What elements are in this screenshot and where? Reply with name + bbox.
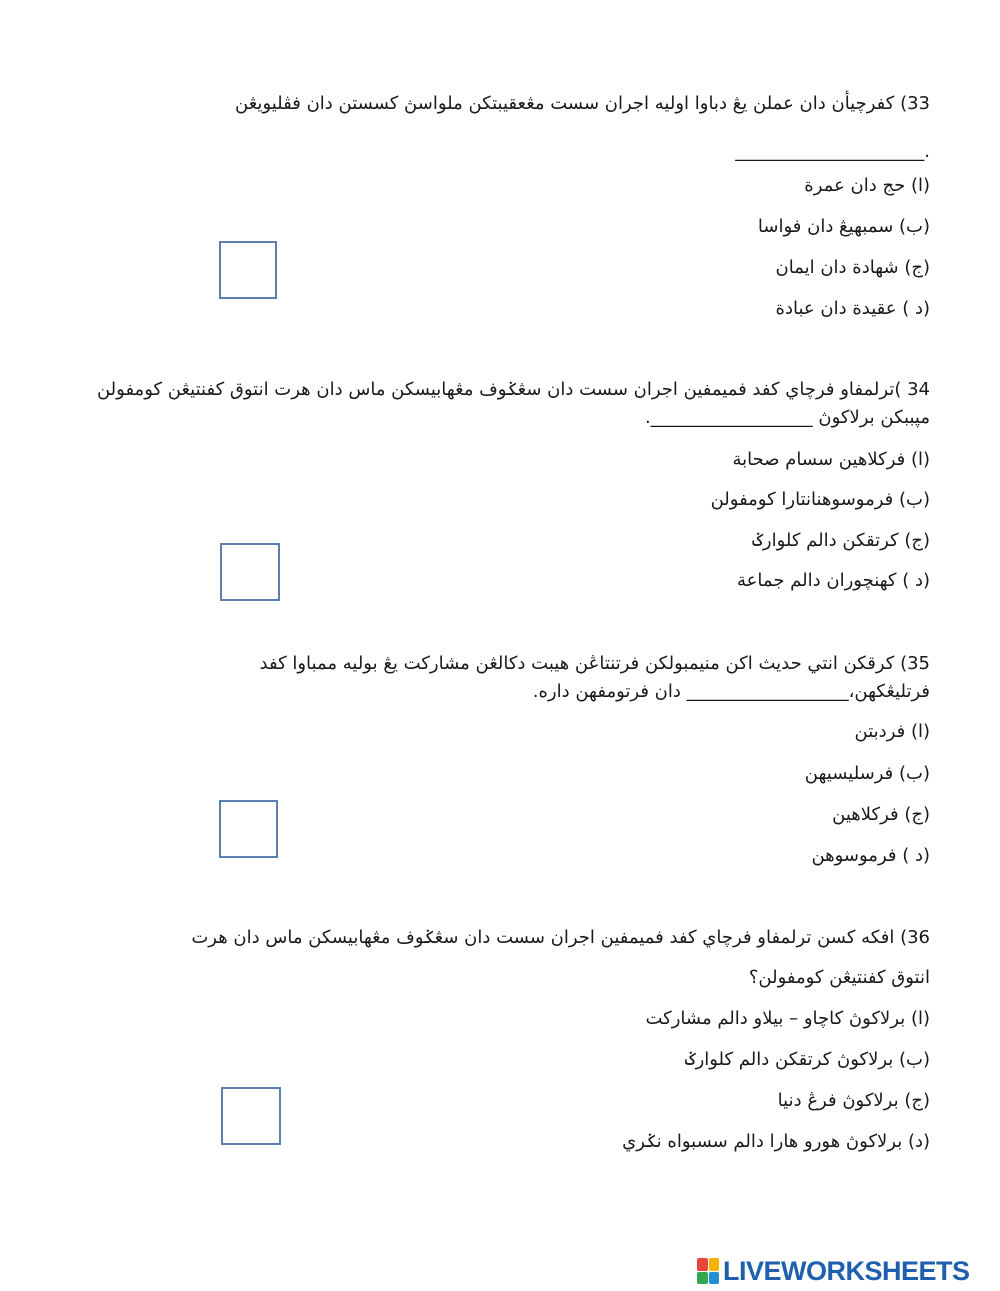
question-33-blank: ._____________________: [735, 141, 930, 162]
question-36-option-c: (ج) برلاكوڽ فرڠ دنيا: [777, 1090, 930, 1111]
question-34-option-c: (ج) كرتقكن دالم كلوارݢ: [752, 530, 930, 551]
question-33-answer-box[interactable]: [219, 241, 277, 299]
question-33-option-b: (ب) سمبهيڠ دان فواسا: [757, 216, 930, 237]
question-36-option-a: (ا) برلاكوڽ كاچاو – بيلاو دالم مشاركت: [645, 1008, 930, 1029]
question-34-option-d: (د ) كهنچوران دالم جماعة: [737, 570, 930, 591]
question-36-text: 36) افكه كسن ترلمفاو فرچاي كفد فميمفين اجران سست دان سڠݢوف مڠهابيسكن ماس دان هرت: [191, 927, 930, 948]
question-35-option-a: (ا) فردبتن: [854, 721, 930, 742]
question-33-option-a: (ا) حج دان عمرة: [804, 175, 930, 196]
question-34-text: 34 )ترلمفاو فرچاي كفد فميمفين اجران سست دان سڠݢوف مڠهابيسكن ماس دان هرت انتوق كفنتيڠن كومفولن: [96, 379, 930, 400]
question-35-option-b: (ب) فرسليسيهن: [804, 763, 930, 784]
liveworksheets-logo: [697, 1256, 995, 1286]
question-34-text-continued: مڽببكن برلاكوڽ __________________.: [644, 407, 930, 428]
question-34-answer-box[interactable]: [220, 543, 280, 601]
question-33-option-d: (د ) عقيدة دان عبادة: [775, 298, 930, 319]
question-33-option-c: (ج) شهادة دان ايمان: [775, 257, 930, 278]
question-36-option-d: (د) برلاكوڽ هورو هارا دالم سسبواه نݢري: [622, 1131, 930, 1152]
liveworksheets-logo-icon: [697, 1258, 719, 1284]
question-35-option-c: (ج) فركلاهين: [832, 804, 930, 825]
question-36-text-continued: انتوق كفنتيڠن كومفولن؟: [748, 967, 930, 988]
question-34-option-a: (ا) فركلاهين سسام صحابة: [732, 449, 930, 470]
question-35-text-continued: فرتليڠكهن،__________________ دان فرتومفهن داره.: [532, 681, 930, 702]
question-34-option-b: (ب) فرموسوهنانتارا كومفولن: [710, 489, 930, 510]
question-36-option-b: (ب) برلاكوڽ كرتقكن دالم كلوارݢ: [685, 1049, 930, 1070]
question-35-answer-box[interactable]: [219, 800, 278, 858]
liveworksheets-logo-text: LIVEWORKSHEETS: [723, 1255, 970, 1286]
question-33-text: 33) كفرچيأن دان عملن يڠ دباوا اوليه اجران سست مڠعقيبتكن ملواسڽ كسستن دان فڤليويڠن: [235, 93, 930, 114]
question-35-text: 35) كرقكن انتي حديث اكن منيمبولكن فرتنتاڠن هيبت دكالڠن مشاركت يڠ بوليه ممباوا كفد: [259, 653, 930, 674]
question-35-option-d: (د ) فرموسوهن: [811, 845, 930, 866]
question-36-answer-box[interactable]: [221, 1087, 281, 1145]
